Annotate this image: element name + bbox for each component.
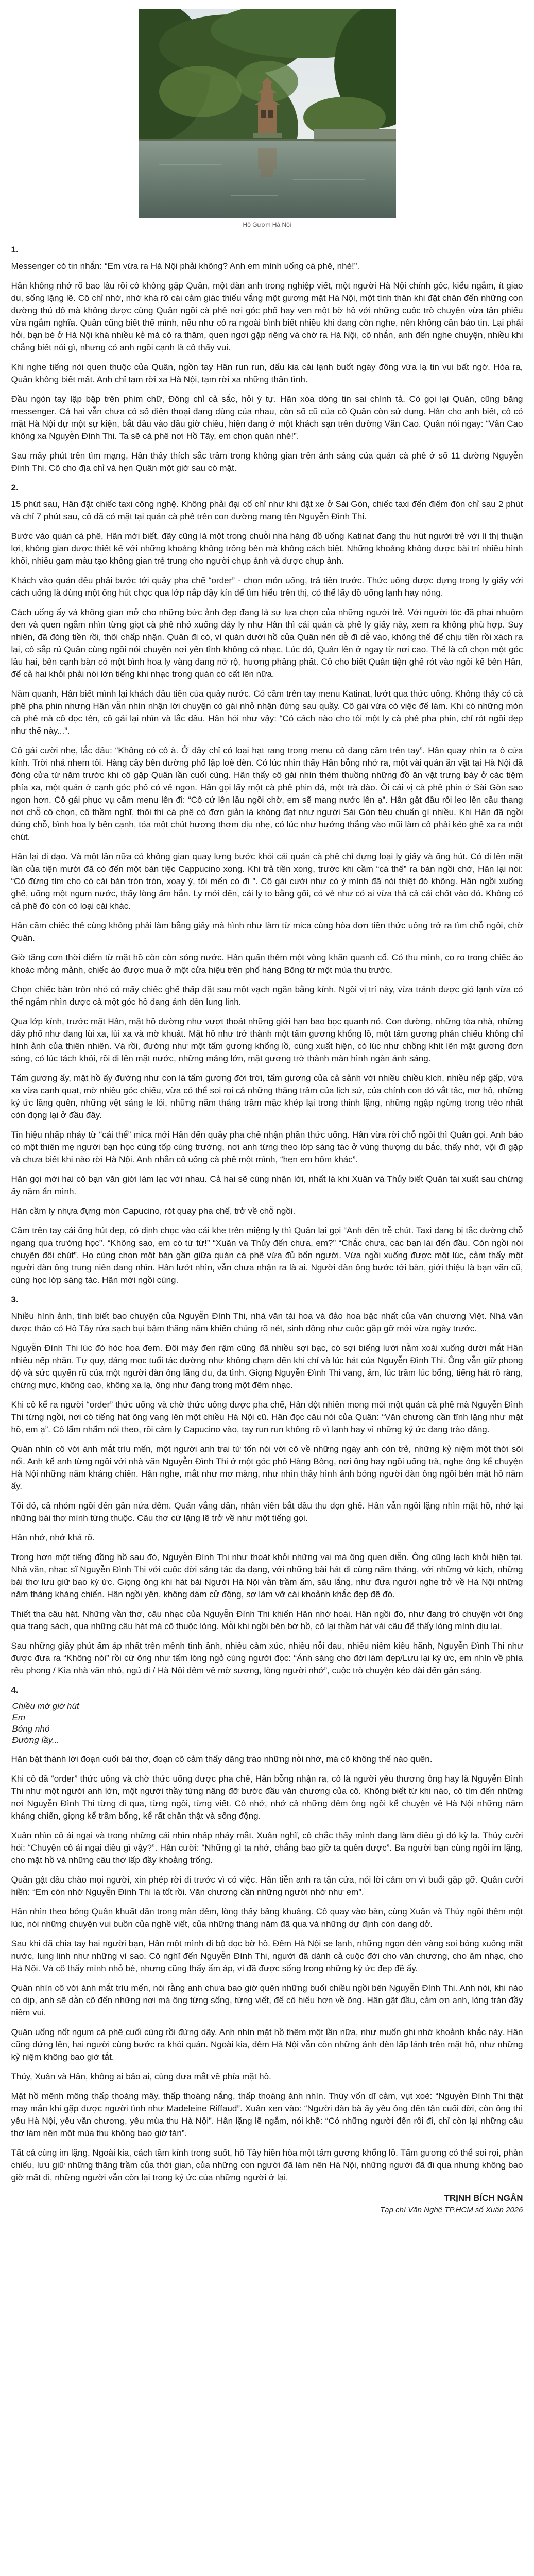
section-number: 2. <box>11 483 19 493</box>
paragraph: Nhiều hình ảnh, tình biết bao chuyện của Nguyễn Đình Thi, nhà văn tài hoa và đảo hoa bậc nhất của văn chương Việt. Nhà văn được thảo có Hồ Tây rửa sạch bụi bậm thăng năm khiến chúng rõ nét, sinh động như cuộc gặp gỡ mới vừa ngày trước. <box>11 1311 523 1333</box>
paragraph: Xuân nhìn cô ái ngại và trong những cái nhìn nhấp nháy mắt. Xuân nghĩ, cô chắc thấy mình đang làm điều gì đó kỳ lạ. Thủy cười hỏi: “Chuyện cô ái ngại điều gì vậy?”. Hân cười: “Những gì ta nhớ, chẳng bao giờ ta quên được”. Ba người bạn cùng ngồi im lặng, cho mặt hồ và những câu thơ lấp đầy khoảng trống. <box>11 1831 523 1865</box>
paragraph: Hân cầm chiếc thẻ cùng không phải làm bằng giấy mà hình như làm từ mica cùng hòa đơn tiền thức uống trở ra tìm chỗ ngồi, chờ Quân. <box>11 921 523 943</box>
paragraph: Quân nhìn cô với ánh mắt trìu mến, một người anh trai từ tốn nói với cô về những ngày anh còn trẻ, những kỷ niệm một thời sôi nổi. Anh kể anh từng ngồi với nhà văn Nguyễn Đình Thi ở một góc phố Hàng Bông, nơi ông hay ngồi uống trà, nghe ông kể chuyện Hà Nội những năm kháng chiến. Hân nghe, mắt như mơ màng, như nhìn thấy hình ảnh bóng người đàn ông ngồi bên mặt hồ năm ấy. <box>11 1444 523 1491</box>
paragraph: Hân nhìn theo bóng Quân khuất dần trong màn đêm, lòng thấy bâng khuâng. Cô quay vào bàn, cùng Xuân và Thủy ngồi thêm một lúc, nói những chuyện vui buồn của nghề viết, của những tháng năm đã qua và những dự định còn dang dở. <box>11 1907 523 1929</box>
paragraph: Quân nhìn cô với ánh mắt trìu mến, nói rằng anh chưa bao giờ quên những buổi chiều ngồi bên Nguyễn Đình Thi. Anh nói, khi nào có dịp, anh sẽ dẫn cô đến những nơi mà ông từng sống, từng viết, để cô hiểu hơn về ông. Hân gật đầu, cảm ơn anh, lòng tràn đầy niềm vui. <box>11 1983 523 2018</box>
article-photo <box>139 9 396 218</box>
section-number: 4. <box>11 1685 19 1695</box>
paragraph: Quân gật đầu chào mọi người, xin phép rời đi trước vì có việc. Hân tiễn anh ra tận cửa, nói lời cảm ơn vì buổi gặp gỡ. Quân cười hiền: “Em còn nhớ Nguyễn Đình Thi là tốt rồi. Văn chương cần những người nhớ như em”. <box>11 1875 523 1897</box>
paragraph: Tất cả cùng im lặng. Ngoài kia, cách tầm kính trong suốt, hồ Tây hiền hòa một tấm gương khổng lồ. Tấm gương có thể soi rọi, phản chiếu, lưu giữ những thăng trầm của thời gian, của những con người đã làm nên Hà Nội, những người đã đi qua nhưng không bao giờ mất đi, những người vẫn còn lại trong ký ức của những người ở lại. <box>11 2148 523 2182</box>
paragraph: Cách uống ấy và không gian mở cho những bức ảnh đẹp đang là sự lựa chọn của những người trẻ. Với người tóc đã phai nhuộm đen và quen ngắm nhìn từng giọt cà phê nhỏ xuống đáy ly như Hân thì cái quán cà phê ly giấy này, xem ra không phù hợp. Suy nhiên, đã đóng tiền rồi, thôi chấp nhận. Quân đi có, vì quán dưới hồ của Quân nên dễ đi dễ vào, không thể để chịu tiền rồi xách ra lại, cô sắp rủ Quân cùng ngồi nói chuyện nơi yên tĩnh không có nhạc. Lúc đó, Quân lên ở ngay từ nơi cao. Thế là cô chọn một góc lầu hai, bên cạnh bàn có một bình hoa ly vàng đang nở rộ, hương phảng phất. Cô cho biết Quân tiện ghế rót vào ngồi kế bên Hân, để cả hai khỏi phải nói lớn tiếng khi nhạc trong quán có cất lên nữa. <box>11 607 523 679</box>
paragraph: Hân bật thành lời đoạn cuối bài thơ, đoạn cô cảm thấy dâng trào những nỗi nhớ, mà cô không thể nào quên. <box>11 1754 433 1764</box>
paragraph: Tấm gương ấy, mặt hồ ấy đường như con là tấm gương đời trời, tấm gương của cả sảnh với nhiều chiều kích, nhiều nếp gấp, vừa xa vừa cạnh quạt, mờ nhiều góc chiếu, vừa có thể soi rọi cả những thăng trầm của lịch sử, của chính con đó vắt tấc, mơ hồ, những ký ức lãng quên, những vệt sáng le lói, những năm tháng trầm mặc khép lại trong thinh lặng, những ngập ngừng trong trẻo nhất còn đọng lại ở đầu đây. <box>11 1073 523 1120</box>
poem-line: Em <box>12 1713 25 1722</box>
paragraph: Sau những giây phút ấm áp nhất trên mênh tình ảnh, nhiều cảm xúc, nhiều nỗi đau, nhiều niềm kiêu hãnh, Nguyễn Đình Thi như được đưa ra “Không nói” rồi cứ ông như tấm lòng ngỏ cùng người đọc: “Ánh sáng cho đời làm đẹp/Lưu lại ký ức, em nhìn về phía rêu phong / Kìa nhà văn nhỏ, ngủ đi / Hà Nội đêm về mờ sương, lòng người nhớ”, cuộc trò chuyện kéo dài đến gần sáng. <box>11 1641 523 1675</box>
paragraph: Hân cầm ly nhựa đựng món Capucino, rót quay pha chế, trở về chỗ ngồi. <box>11 1206 296 1216</box>
paragraph: Hân lại đi dạo. Và một lần nữa có không gian quay lưng bước khỏi cái quán cà phê chỉ đựng loại ly giấy và ống hút. Có đi lên mặt lần của tiện mười đã có đến một bàn tiệc Cappucino xong. Khi trả tiền xong, trước khi cầm “cà thể” ra bàn ngồi chờ, Hân lại nói: “Cô đừng tìm cho có cái bàn tròn tròn, xoay ý, tôi mến có đi ”. Cô gái cười như có ý mình đã nói thiệt đó không. Hân ngồi xuống ghế, uống một ngụm nước, thấy lòng ấm hẳn. Ly mới đến, cái ly to bằng gối, có vẻ như có ai vừa thả cả cái chốt vào đó. Không có cả phê đó còn có loại cái khác. <box>11 852 523 911</box>
paragraph: Năm quanh, Hân biết mình lại khách đầu tiên của quầy nước. Có cầm trên tay menu Katinat, lướt qua thức uống. Không thấy có cà phê pha phin nhưng Hân vẫn nhìn nhận lời chuyện có gái nhỏ nhận đứng sau quầy. Cô gái vừa có việc để làm. Khi có những món cà phê mà cô đọc tên, cô gái lại nhìn và lắc đầu. Hân hỏi như vậy: “Có cách nào cho tôi một ly cà phê pha phin, chỉ rót ngồi đẹp như thế này...”. <box>11 689 523 736</box>
paragraph: Khi cô kể ra người “order” thức uống và chờ thức uống được pha chế, Hân đột nhiên mong mỏi một quán cà phê mà Nguyễn Đình Thi từng ngồi, nơi có tiếng hát ông vang lên một chiều Hà Nội cũ. Hân đọc câu nói của Quân: “Văn chương cần tĩnh lặng như mặt hồ, em ạ”. Cô lẩm nhẩm nói theo, rồi cầm ly Capucino vào, tay run run không rõ vì lạnh hay vì những ký ức đang trào dâng. <box>11 1400 523 1434</box>
poem-line: Bóng nhỏ <box>12 1724 50 1734</box>
paragraph: Tối đó, cả nhóm ngồi đến gần nửa đêm. Quán vắng dần, nhân viên bắt đầu thu dọn ghế. Hân vẫn ngồi lặng nhìn mặt hồ, nhớ lại những bài thơ mình từng thuộc. Câu thơ cứ lặng lẽ trở về như một tiếng gọi. <box>11 1501 523 1523</box>
paragraph: Khi cô đã “order” thức uống và chờ thức uống được pha chế, Hân bỗng nhận ra, cô là người yêu thương ông hay là Nguyễn Đình Thi như một người anh lớn, một người thầy từng nâng đỡ bước đầu văn chương của cô. Không biết từ khi nào, cô tìm đến những nơi Nguyễn Đình Thi từng đi qua, từng ngồi, từng viết. Cô nhớ, nhớ cả những đêm ông ngồi kể chuyện về Hà Nội những năm kháng chiến, giọng kể trầm bổng, kể rất chân thật và sống động. <box>11 1774 523 1821</box>
paragraph: Qua lớp kính, trước mặt Hân, mặt hồ dường như vượt thoát những giới hạn bao bọc quanh nó. Con đường, những tòa nhà, những dãy phố như đang lùi xa, lùi xa và mờ khuất. Mặt hồ như trở thành một tấm gương khổng lồ, một tấm gương phản chiếu không chỉ hình ảnh của thiên nhiên. Và rồi, đường như một tấm gương khổng lồ, cùng xuất hiện, có lúc như chồng khít lên mặt gương đơn sóng, có lúc tách khỏi, rồi đi lên mặt nước, những mảng lớn, mặt gương trở thành màn hình ngàn ánh sáng. <box>11 1016 523 1063</box>
paragraph: Giờ tăng cơn thời điểm từ mặt hồ còn còn sóng nước. Hân quấn thêm một vòng khăn quanh cổ. Có thu mình, co ro trong chiếc áo khoác mỏng mảnh, chiếc áo được mua ở một cửa hiệu trên phố hàng Bông từ một mùa thu trước. <box>11 953 523 975</box>
poem-line: Đường lầy... <box>12 1735 60 1745</box>
paragraph: Khi nghe tiếng nói quen thuộc của Quân, ngồn tay Hân run run, dấu kia cái lạnh buốt ngày đông vừa lạ tin vui bất ngờ. Hóa ra, Quân không biết mất. Anh chỉ tạm rời xa Hà Nội, tạm rời xa những thân tình. <box>11 362 523 384</box>
paragraph: Chọn chiếc bàn tròn nhỏ có mấy chiếc ghế thấp đặt sau một vạch ngăn bằng kính. Ngồi vị trí này, vừa tránh được gió lạnh vừa có thể ngắm nhìn được cả một góc hồ đang ánh đèn lung linh. <box>11 985 523 1007</box>
photo-caption: Hồ Gươm Hà Nội <box>243 221 291 228</box>
paragraph: Thiết tha câu hát. Những vần thơ, câu nhạc của Nguyễn Đình Thi khiến Hân nhớ hoài. Hân ngồi đó, như đang trò chuyện với ông qua trang sách, qua những câu hát mà cô thuộc lòng. Mỗi khi ngồi bên bờ hồ, cô lại thầm hát vài câu để thấy lòng mình dịu lại. <box>11 1609 523 1631</box>
paragraph: Hân nhớ, nhớ khá rõ. <box>11 1533 95 1543</box>
paragraph: Thúy, Xuân và Hân, không ai bảo ai, cùng đưa mắt về phía mặt hồ. <box>11 2072 271 2081</box>
paragraph: Mặt hồ mênh mông thấp thoáng mây, thấp thoáng nắng, thấp thoáng ánh nhìn. Thúy vốn dĩ cảm, vụt xoè: “Nguyễn Đình Thi thật may mắn khi gặp được người tình như Madeleine Riffaud”. Xuân xen vào: “Người đàn bà ấy yêu ông đến tận cuối đời, còn ông thì yêu Hà Nội, yêu văn chương, yêu mùa thu Hà Nội”. Hân lặng lẽ ngắm, nói khẽ: “Có những người đến rồi đi, chỉ còn lại những câu thơ làm nên một mùa thu không bao giờ tàn”. <box>11 2091 523 2138</box>
paragraph: Nguyễn Đình Thi lúc đó hóc hoa đem. Đôi mày đen rậm cũng đã nhiều sợi bạc, có sợi biếng lười nằm xoài xuống dưới mắt Hân nhiều nếp nhăn. Tự quy, dáng mọc tuổi tác đường như không chạm đến khi chỉ và lúc hát của Nguyễn Đình Thi. Ông vẫn giữ phong độ và sức quyến rũ của một người đàn ông lãng du, đa tình. Giọng Nguyễn Đình Thi vang, ấm, lúc trầm lúc bổng, tiếng hát rõ ràng, chừng mực, không cao, không xa lạ, ông như đang trong một đêm nhạc. <box>11 1343 523 1390</box>
paragraph: Cầm trên tay cái ống hút đẹp, có định chọc vào cái khe trên miệng ly thì Quân lại gọi “Anh đến trễ chút. Taxi đang bị tắc đường chỗ ngang qua trường học”. “Không sao, em có từ từ!” “Xuân và Thủy đến chưa, em?” “Chắc chưa, các bạn lái đến đầu. Còn ngồi nói chuyện đôi chút”. Họ cùng chọn một bàn gần giữa quán cà phê vừa đủ bốn người. Vừa ngồi xuống được một lúc, cảm thấy một người đàn ông trung niên đang nhìn. Hân lướt nhìn, vẫn chưa nhận ra là ai. Người đàn ông bước tới bàn, giới thiệu là bạn văn cũ, cùng học lớp sáng tác. Hân mời ngồi cùng. <box>11 1226 523 1285</box>
paragraph: Sau khi đã chia tay hai người bạn, Hân một mình đi bộ dọc bờ hồ. Đêm Hà Nội se lạnh, những ngọn đèn vàng soi bóng xuống mặt nước, lung linh như những vì sao. Cô nghĩ đến Nguyễn Đình Thi, người đã dành cả cuộc đời cho văn chương, cho âm nhạc, cho Hà Nội. Và cô thấy mình nhỏ bé, nhưng cũng thấy ấm áp, vì đã được sống trong những ký ức đẹp đẽ ấy. <box>11 1939 523 1973</box>
paragraph: Hân không nhớ rõ bao lâu rồi cô không gặp Quân, một đàn anh trong nghiệp viết, một người Hà Nội chính gốc, kiểu ngắm, ít giao du, sống lặng lẽ. Cô chỉ nhớ, nhớ khá rõ cái cảm giác thiếu vắng một gương mặt Hà Nội, một tính thân khi đặt chân đến những con đường thủ đô mà không được cùng Quân ngồi cà phê nơi góc phố hay ven một bờ hồ với những cuộc trò chuyện vừa tản phiếu vừa ngắm nghĩa. Quân cũng biết thế mình, nếu như cô ra ngoài bình biết nhiều khi đang còn nghe, nên không cần báo tin. Lại phải hỏi, bạn bè ở Hà Nội khá nhiều kẻ mà cô ra thăm, quen ngơi gặp riêng và chờ ra Hà Nội, cô nhắn, anh đến nghe chuyện, nhiều khi chẳng biết nói gì, nhưng có anh ngồi cạnh là cô thấy vui. <box>11 281 523 352</box>
author-name: TRỊNH BÍCH NGÂN <box>444 2193 523 2203</box>
section-number: 3. <box>11 1295 19 1304</box>
paragraph: Hân gọi mời hai cô bạn văn giới làm lạc với nhau. Cả hai sẽ cùng nhận lời, nhất là khi Xuân và Thủy biết Quân tài xuất sau chừng ấy năm ẩn mình. <box>11 1174 523 1196</box>
paragraph: Bước vào quán cà phê, Hân mới biết, đây cũng là một trong chuỗi nhà hàng đồ uống Katinat đang thu hút người trẻ với lí thị thuận lợi, không gian được thiết kế với những khoảng không trống bên mà không cách biệt. Những khoảng không được bài trí nhiều hình khối, nhiều gam màu tạo không gian trẻ trung cho người chụp ảnh và được chụp ảnh. <box>11 531 523 566</box>
article-body <box>11 244 523 2216</box>
paragraph: Trong hơn một tiếng đồng hồ sau đó, Nguyễn Đình Thi như thoát khỏi những vai mà ông quen diễn. Ông cũng lạch khỏi hiện tại. Nhà văn, nhạc sĩ Nguyễn Đình Thi với cuộc đời sáng tác đa dạng, với những bài hát đi cùng năm tháng, với những vở kịch, những bài thơ lưu giữ bao ký ức. Giọng ông khi hát bài Người Hà Nội vẫn trầm ấm, sâu lắng, như đưa người nghe trở về Hà Nội những năm tháng kháng chiến. Hân ngồi yên, không dám cử động, sợ làm vỡ cái khoảnh khắc đẹp đẽ đó. <box>11 1552 523 1599</box>
author-signature <box>11 2192 523 2216</box>
section-number: 1. <box>11 245 19 255</box>
paragraph: Cô gái cười nhẹ, lắc đầu: “Không có cô à. Ở đây chỉ có loại hạt rang trong menu cô đang cầm trên tay”. Hân quay nhìn ra ô cửa kính. Trời nhá nhem tối. Hàng cây bên đường phố lập loè đèn. Có lúc nhìn thấy Hân bỗng nhớ ra, một vài quán ăn vặt tại Hà Nội đã đóng cửa từ năm trước khi cô gặp Quân lần cuối cùng. Hân thấy cô gái nhìn thèm thuồng những đồ ăn vặt trưng bày ở các tiệm phía xa, một quán ở cạnh góc phố có vẻ ngon. Hân gọi lấy một cà phê phin đá, một trà đào. Ôi cái vị cà phê phin ở Sài Gòn sao ngon hơn. Cô gái phục vụ cầm menu lên đi: “Cô cứ lên lầu ngồi chờ, em sẽ mang nước lên ạ”. Hân gật đầu rồi leo lên cầu thang nơi chỗ cô chọn, cô thầm nghĩ, thôi thì cà phê có đơn giản là không đạt như người Sài Gòn tiêu chuẩn gì nhiều. Khi Hân đã ngồi đúng chỗ, bình hoa ly bên cạnh, tỏa một chút hương thơm dịu nhẹ, có lúc như hướng thẳng vào mũi làm cô phải kéo ghế xa ra một chút. <box>11 745 523 842</box>
paragraph: Đầu ngón tay lập bập trên phím chữ, Đông chỉ cả sắc, hỏi ý tự. Hân xóa dòng tin sai chính tả. Có gọi lại Quân, cũng băng messenger. Cả hai vẫn chưa có số điện thoại đang dùng của nhau, còn số cũ của cô Quân còn sử dụng. Hân cho anh biết, cô có mặt Hà Nội dự một sự kiện, bắt đầu vào đầu giờ chiều, hiện đang ở một khách sạn trên đường Văn Cao. Quân nói ngay: “Vân Cao không xa Nguyễn Đình Thi. Ta sẽ cà phê nơi Hồ Tây, em chọn quán nhé!”. <box>11 394 523 441</box>
poem-line: Chiều mờ giờ hút <box>12 1701 79 1711</box>
paragraph: Quân uống nốt ngụm cà phê cuối cùng rồi đứng dậy. Anh nhìn mặt hồ thêm một lần nữa, như muốn ghi nhớ khoảnh khắc này. Hân cũng đứng lên, hai người cùng bước ra khỏi quán. Ngoài kia, đêm Hà Nội vẫn còn những ánh đèn lấp lánh trên mặt hồ, như những kỷ niệm không bao giờ tắt. <box>11 2027 523 2062</box>
paragraph: 15 phút sau, Hân đặt chiếc taxi công nghệ. Không phải đại cố chỉ như khi đặt xe ở Sài Gòn, chiếc taxi đến điểm đón chỉ sau 2 phút và chỉ 7 phút sau, cô đã có mặt tại quán cà phê trên con đường mang tên Nguyễn Đình Thi. <box>11 499 523 521</box>
paragraph: Messenger có tin nhắn: “Em vừa ra Hà Nội phải không? Anh em mình uống cà phê, nhé!”. <box>11 261 360 271</box>
paragraph: Tin hiệu nhấp nháy từ “cái thể” mica mới Hân đến quầy pha chế nhận phần thức uống. Hân vừa rời chỗ ngồi thì Quân gọi. Anh báo có một thiên mẹ người bạn học cùng tốp cùng trường, nơi anh từng theo lớp sáng tác ở vùng thượng du bắc, thấy nhớ, vội đi gặp và chưa biết khi nào rời Hà Nội. Anh nhắn cô uống cà phê một mình, “hẹn em hôm khác”. <box>11 1130 523 1164</box>
paragraph: Khách vào quán đều phải bước tới quầy pha chế “order” - chọn món uống, trả tiền trước. Thức uống được đựng trong ly giấy với cách uống là dùng một ống hút chọc qua lớp nắp đậy kín để tìm hiểu trên thị, có thể lấy đồ uống lạnh hay nóng. <box>11 575 523 598</box>
publication-source: Tạp chí Văn Nghệ TP.HCM số Xuân 2026 <box>380 2206 523 2214</box>
paragraph: Sau mấy phút trên tìm mạng, Hân thấy thích sắc trầm trong không gian trên ánh sáng của quán cà phê ở số 11 đường Nguyễn Đình Thi. Cô cho địa chỉ và hẹn Quân một giờ sau có mặt. <box>11 451 523 473</box>
poem <box>11 1701 523 1746</box>
